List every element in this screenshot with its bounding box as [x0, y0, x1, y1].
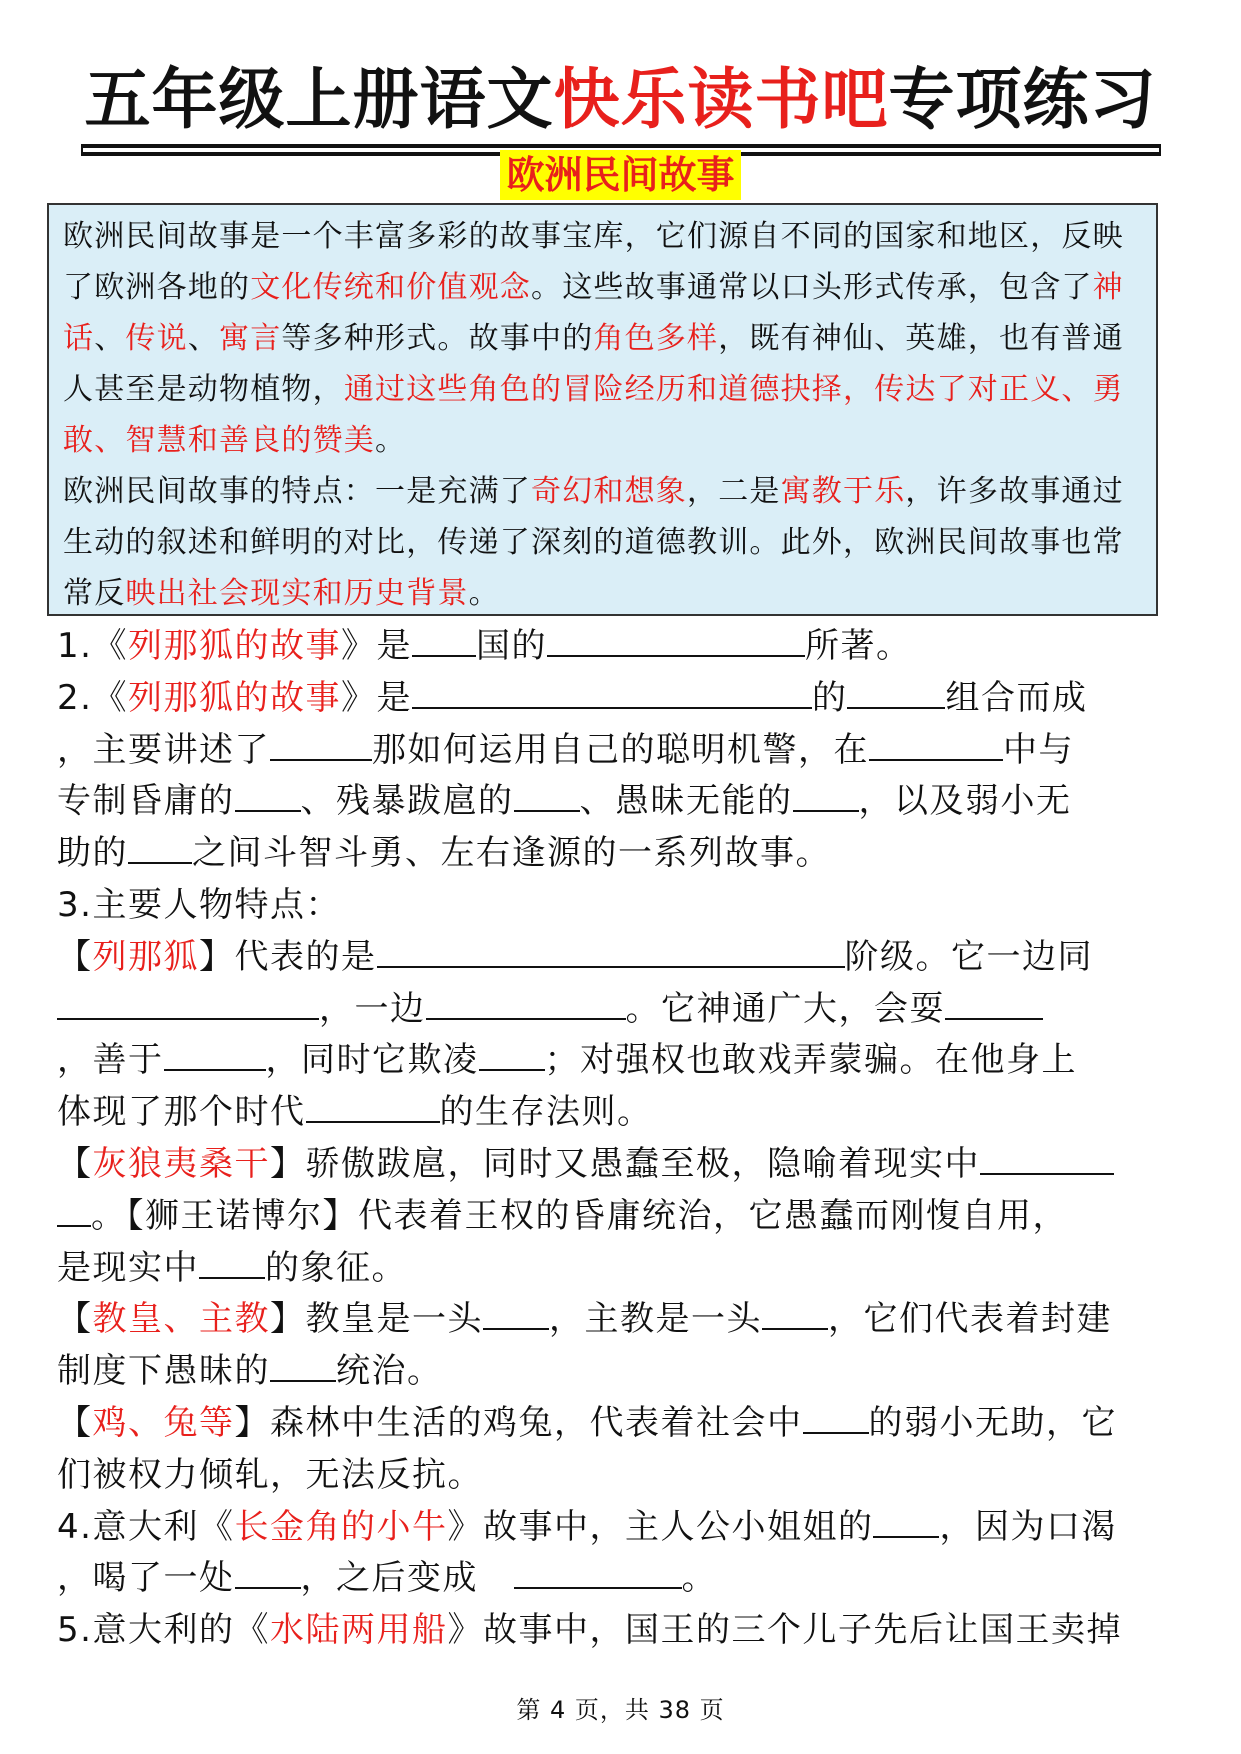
- text-segment: 。: [468, 576, 500, 611]
- text-segment: 专制昏庸的: [57, 781, 235, 822]
- text-segment: 、: [187, 321, 220, 356]
- highlighted-text: 灰狼夷桑干: [92, 1143, 270, 1184]
- text-segment: 欧洲民间故事的特点：一是充满了: [63, 474, 531, 509]
- text-segment: ，以及弱小无: [858, 781, 1072, 822]
- question-line: [57, 932, 1177, 984]
- question-line: [57, 880, 1177, 932]
- answer-blank[interactable]: [762, 1327, 828, 1330]
- question-line: [57, 1605, 1177, 1657]
- highlighted-text: 角色多样: [593, 321, 719, 356]
- text-segment: 。它神通广大，会耍: [625, 988, 945, 1029]
- question-line: [57, 1553, 1177, 1605]
- question-line: [57, 1243, 1177, 1295]
- text-segment: ，之后变成: [300, 1558, 514, 1599]
- text-segment: 】代表的是: [199, 936, 377, 977]
- answer-blank[interactable]: [547, 654, 805, 657]
- answer-blank[interactable]: [873, 1535, 939, 1538]
- answer-blank[interactable]: [847, 706, 945, 709]
- question-line: [57, 984, 1177, 1036]
- highlighted-text: 列那狐的故事: [127, 626, 341, 666]
- text-segment: 1.《: [57, 626, 128, 666]
- answer-blank[interactable]: [803, 1431, 869, 1434]
- text-segment: ，一边: [319, 988, 426, 1029]
- page-title: [0, 58, 1241, 148]
- text-segment: ，因为口渴: [939, 1506, 1117, 1547]
- question-line: [57, 776, 1177, 828]
- text-segment: 们被权力倾轧，无法反抗。: [57, 1454, 483, 1495]
- text-segment: 制度下愚昧的: [57, 1351, 270, 1392]
- question-line: [57, 1450, 1177, 1502]
- text-segment: 那如何运用自己的聪明机警，在: [372, 729, 869, 770]
- question-line: [57, 725, 1177, 777]
- question-line: [57, 621, 1177, 673]
- question-line: [57, 1502, 1177, 1554]
- highlighted-text: 水陆两用船: [269, 1610, 448, 1651]
- text-segment: 的象征。: [265, 1247, 407, 1288]
- highlighted-text: 鸡、兔等: [92, 1402, 235, 1443]
- answer-blank[interactable]: [270, 758, 372, 761]
- question-line: [57, 673, 1177, 725]
- text-segment: 的: [811, 677, 848, 718]
- intro-paragraph-2: [63, 466, 1146, 619]
- answer-blank[interactable]: [412, 706, 812, 709]
- highlighted-text: 列那狐: [92, 936, 199, 977]
- text-segment: 3.主要人物特点：: [57, 884, 341, 925]
- answer-blank[interactable]: [199, 1276, 265, 1279]
- highlighted-text: 列那狐的故事: [127, 677, 341, 718]
- text-segment: 是现实中: [57, 1247, 199, 1288]
- text-segment: 欧洲民间故事是一个丰富多彩的故事宝库，它们源自不同的国家和地区，反映了欧洲各地的: [63, 219, 1124, 305]
- title-prefix: 五年级上册语文: [84, 61, 554, 138]
- text-segment: 组合而成: [945, 677, 1088, 718]
- text-segment: 体现了那个时代: [57, 1092, 306, 1133]
- text-segment: 的生存法则。: [439, 1092, 653, 1133]
- answer-blank[interactable]: [57, 1017, 319, 1020]
- title-suffix: 专项练习: [888, 61, 1157, 138]
- question-line: [57, 1191, 1177, 1243]
- answer-blank[interactable]: [57, 1224, 91, 1227]
- page-footer: 第 4 页，共 38 页: [516, 1696, 725, 1724]
- section-subtitle: 欧洲民间故事: [500, 150, 740, 200]
- answer-blank[interactable]: [306, 1120, 440, 1123]
- answer-blank[interactable]: [235, 1586, 301, 1589]
- question-list: [57, 621, 1177, 1657]
- intro-box: [47, 203, 1158, 616]
- text-segment: 、愚昧无能的: [579, 781, 793, 822]
- text-segment: 之间斗智斗勇、左右逢源的一系列故事。: [192, 833, 831, 874]
- question-line: [57, 1346, 1177, 1398]
- text-segment: 中与: [1003, 729, 1074, 770]
- text-segment: 国的: [475, 626, 547, 666]
- text-segment: 】骄傲跋扈，同时又愚蠢至极，隐喻着现实中: [270, 1143, 980, 1184]
- text-segment: 。: [375, 423, 407, 458]
- text-segment: 阶级。它一边同: [844, 936, 1093, 977]
- question-line: [57, 1294, 1177, 1346]
- answer-blank[interactable]: [483, 1327, 549, 1330]
- text-segment: 。【狮王诺博尔】代表着王权的昏庸统治，它愚蠢而刚愎自用，: [91, 1195, 1068, 1236]
- question-line: [57, 1087, 1177, 1139]
- highlighted-text: 奇幻和想象: [531, 474, 687, 509]
- answer-blank[interactable]: [164, 1068, 266, 1071]
- text-segment: 的弱小无助，它: [868, 1402, 1117, 1443]
- answer-blank[interactable]: [980, 1172, 1114, 1175]
- text-segment: 助的: [57, 833, 128, 874]
- answer-blank[interactable]: [793, 809, 859, 812]
- text-segment: ，喝了一处: [57, 1558, 235, 1599]
- text-segment: 【: [57, 1402, 93, 1443]
- text-segment: 【: [57, 936, 93, 977]
- text-segment: ，许多故事通过生动的叙述和鲜明的对比，传递了深刻的道德教训。此外，欧洲民间故事也常常反: [63, 474, 1124, 611]
- text-segment: ，既有神仙、英雄，也有普通人甚至是动物植物，: [63, 321, 1124, 407]
- text-segment: ，主要讲述了: [57, 729, 270, 770]
- text-segment: 统治。: [336, 1351, 443, 1392]
- highlighted-text: 通过这些角色的冒险经历和道德抉择，传达了对正义、勇敢、智慧和善良的赞美: [63, 372, 1124, 458]
- text-segment: 4.意大利《: [57, 1506, 235, 1547]
- text-segment: 等多种形式。故事中的: [281, 321, 594, 356]
- highlighted-text: 教皇、主教: [92, 1299, 270, 1340]
- answer-blank[interactable]: [479, 1068, 545, 1071]
- text-segment: 所著。: [804, 626, 912, 666]
- highlighted-text: 寓言: [219, 321, 282, 356]
- subtitle-wrap: [0, 150, 1241, 200]
- question-line: [57, 1035, 1177, 1087]
- text-segment: ，主教是一头: [549, 1299, 762, 1340]
- text-segment: 》故事中，主人公小姐姐的: [447, 1506, 874, 1547]
- text-segment: 。: [681, 1558, 717, 1599]
- text-segment: 2.《: [57, 677, 128, 718]
- answer-blank[interactable]: [514, 809, 580, 812]
- text-segment: ，善于: [57, 1040, 164, 1081]
- text-segment: 【: [57, 1143, 93, 1184]
- highlighted-text: 文化传统和价值观念: [250, 270, 532, 305]
- title-highlight: 快乐读书吧: [553, 61, 889, 138]
- text-segment: 》是: [340, 677, 412, 718]
- title-line: [81, 58, 1161, 148]
- text-segment: 】森林中生活的鸡兔，代表着社会中: [234, 1402, 803, 1443]
- text-segment: 5.意大利的《: [57, 1610, 270, 1651]
- intro-paragraph-1: [63, 211, 1146, 466]
- answer-blank[interactable]: [377, 965, 845, 968]
- text-segment: ，二是: [687, 474, 781, 509]
- text-segment: 、: [94, 321, 126, 356]
- highlighted-text: 长金角的小牛: [234, 1506, 448, 1547]
- text-segment: 、残暴跋扈的: [300, 781, 514, 822]
- text-segment: 】教皇是一头: [270, 1299, 483, 1340]
- highlighted-text: 映出社会现实和历史背景: [125, 576, 469, 611]
- text-segment: 》是: [340, 626, 412, 666]
- text-segment: ，同时它欺凌: [265, 1040, 479, 1081]
- answer-blank[interactable]: [514, 1586, 682, 1589]
- answer-blank[interactable]: [869, 758, 1003, 761]
- answer-blank[interactable]: [235, 809, 301, 812]
- answer-blank[interactable]: [945, 1017, 1043, 1020]
- answer-blank[interactable]: [270, 1379, 336, 1382]
- highlighted-text: 寓教于乐: [780, 474, 906, 509]
- text-segment: 》故事中，国王的三个儿子先后让国王卖掉: [447, 1610, 1122, 1651]
- text-segment: ；对强权也敢戏弄蒙骗。在他身上: [544, 1040, 1077, 1081]
- answer-blank[interactable]: [412, 654, 476, 657]
- answer-blank[interactable]: [426, 1017, 626, 1020]
- answer-blank[interactable]: [128, 861, 192, 864]
- question-line: [57, 1139, 1177, 1191]
- text-segment: 。这些故事通常以口头形式传承，包含了: [531, 270, 1093, 305]
- highlighted-text: 传说: [125, 321, 188, 356]
- question-line: [57, 1398, 1177, 1450]
- text-segment: ，它们代表着封建: [828, 1299, 1112, 1340]
- highlighted-text: 神话: [63, 270, 1124, 356]
- text-segment: 【: [57, 1299, 93, 1340]
- question-line: [57, 828, 1177, 880]
